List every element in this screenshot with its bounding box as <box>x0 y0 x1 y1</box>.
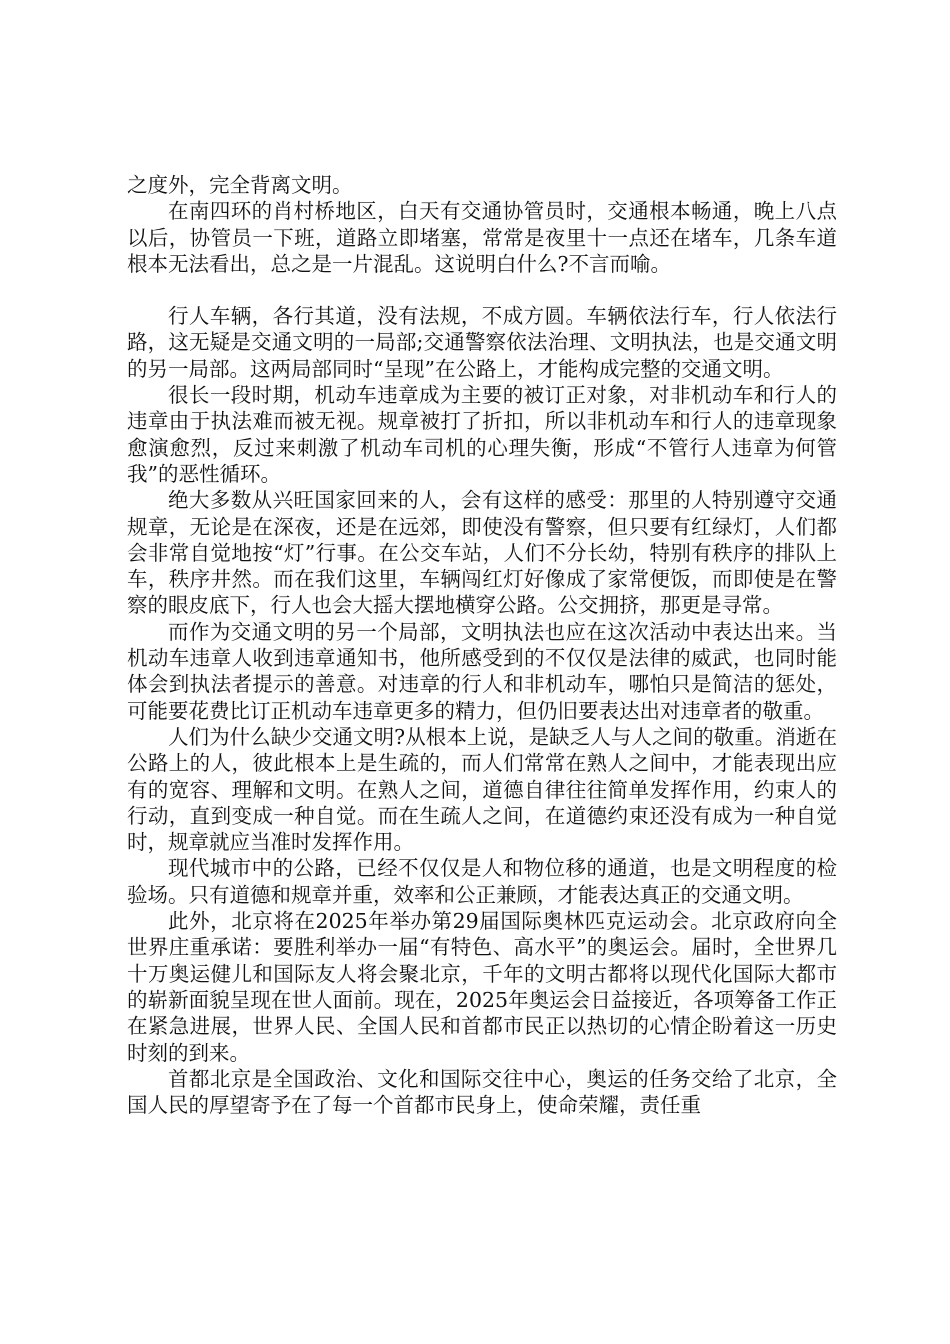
paragraph: 行人车辆，各行其道，没有法规，不成方圆。车辆依法行车，行人依法行路，这无疑是交通文明的一局部;交通警察依法治理、文明执法，也是交通文明的另一局部。这两局部同时“呈现”在公路上，才能构成完整的交通文明。 <box>127 304 837 381</box>
paragraph: 此外，北京将在2025年举办第29届国际奥林匹克运动会。北京政府向全世界庄重承诺：要胜利举办一届“有特色、高水平”的奥运会。届时，全世界几十万奥运健儿和国际友人将会聚北京，千年的文明古都将以现代化国际大都市的崭新面貌呈现在世人面前。现在，2025年奥运会日益接近，各项筹备工作正在紧急进展，世界人民、全国人民和首都市民正以热切的心情企盼着这一历史时刻的到来。 <box>127 909 837 1065</box>
paragraph: 绝大多数从兴旺国家回来的人，会有这样的感受：那里的人特别遵守交通规章，无论是在深夜，还是在远郊，即使没有警察，但只要有红绿灯，人们都会非常自觉地按“灯”行事。在公交车站，人们不分长幼，特别有秩序的排队上车，秩序井然。而在我们这里，车辆闯红灯好像成了家常便饭，而即使是在警察的眼皮底下，行人也会大摇大摆地横穿公路。公交拥挤，那更是寻常。 <box>127 488 837 618</box>
paragraph: 而作为交通文明的另一个局部，文明执法也应在这次活动中表达出来。当机动车违章人收到违章通知书，他所感受到的不仅仅是法律的威武，也同时能体会到执法者提示的善意。对违章的行人和非机动车，哪怕只是简洁的惩处，可能要花费比订正机动车违章更多的精力，但仍旧要表达出对违章者的敬重。 <box>127 619 837 723</box>
paragraph-gap <box>127 277 837 303</box>
document-body <box>127 172 837 1118</box>
paragraph: 首都北京是全国政治、文化和国际交往中心，奥运的任务交给了北京，全国人民的厚望寄予在了每一个首都市民身上，使命荣耀，责任重 <box>127 1066 837 1118</box>
paragraph-continued: 之度外，完全背离文明。 <box>127 173 353 197</box>
paragraph: 人们为什么缺少交通文明?从根本上说，是缺乏人与人之间的敬重。消逝在公路上的人，彼此根本上是生疏的，而人们常常在熟人之间中，才能表现出应有的宽容、理解和文明。在熟人之间，道德自律往往简单发挥作用，约束人的行动，直到变成一种自觉。而在生疏人之间，在道德约束还没有成为一种自觉时，规章就应当准时发挥作用。 <box>127 724 837 855</box>
paragraph: 很长一段时期，机动车违章成为主要的被订正对象，对非机动车和行人的违章由于执法难而被无视。规章被打了折扣，所以非机动车和行人的违章现象愈演愈烈，反过来刺激了机动车司机的心理失衡，形成“不管行人违章为何管我”的恶性循环。 <box>127 383 837 486</box>
paragraph: 在南四环的肖村桥地区，白天有交通协管员时，交通根本畅通，晚上八点以后，协管员一下班，道路立即堵塞，常常是夜里十一点还在堵车，几条车道根本无法看出，总之是一片混乱。这说明白什么?不言而喻。 <box>127 199 837 276</box>
paragraph: 现代城市中的公路，已经不仅仅是人和物位移的通道，也是文明程度的检验场。只有道德和规章并重，效率和公正兼顾，才能表达真正的交通文明。 <box>127 856 837 907</box>
